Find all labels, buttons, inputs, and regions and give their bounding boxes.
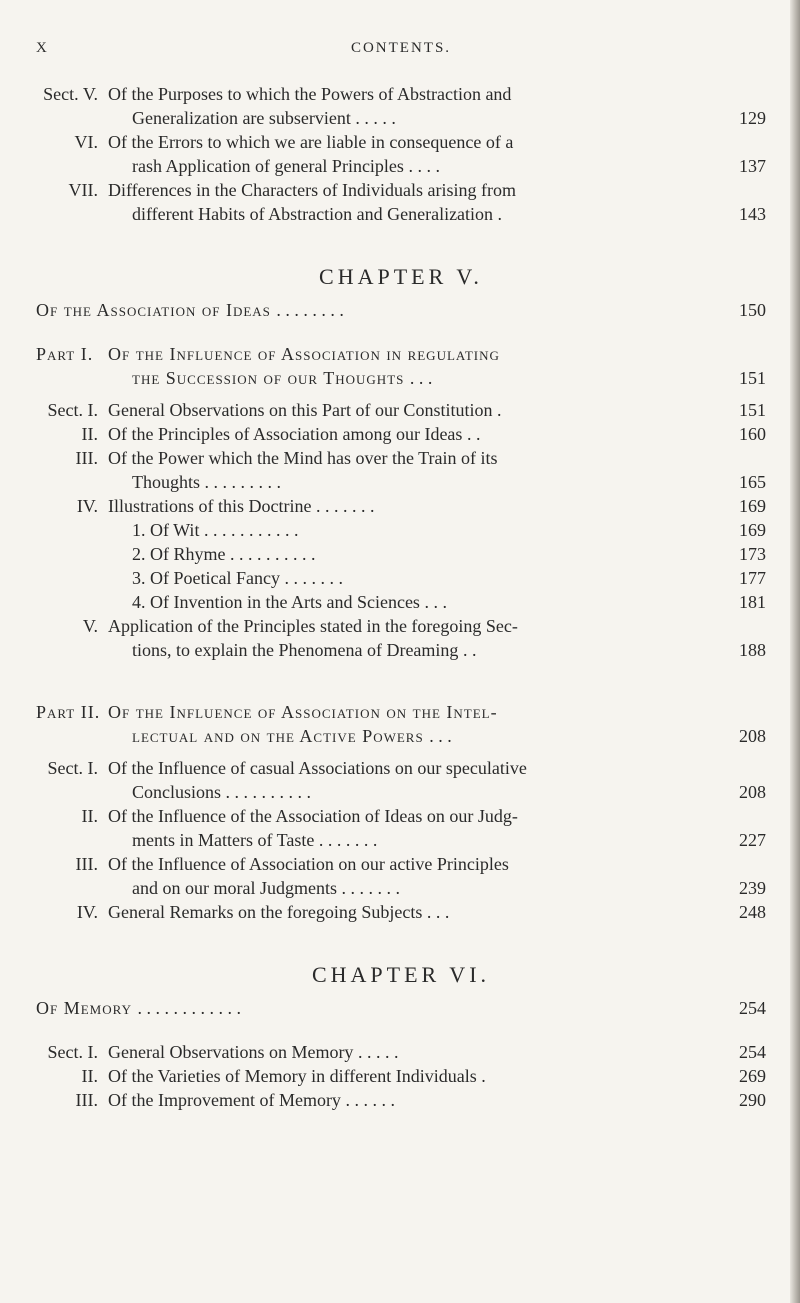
entry-page-number: 208: [739, 782, 766, 802]
entry-title-line: Of the Influence of Association in regulating: [108, 344, 500, 364]
leader-dots: . . . . . . .: [318, 830, 378, 850]
entry-title: [132, 542, 704, 566]
leader-dots: . . . . .: [355, 108, 396, 128]
leader-dots: . . .: [409, 368, 433, 388]
leader-dots: . . . . . . .: [315, 496, 375, 516]
leader-dots: . . . . . . . . . . . .: [137, 998, 241, 1018]
chapter-6-title-entry: [36, 996, 766, 1020]
entry-title-line: General Observations on this Part of our Constitution .: [108, 400, 502, 420]
entry-title-line: Of the Influence of casual Associations on our speculative: [108, 758, 527, 778]
entry-title-line: Of the Influence of the Association of Ideas on our Judg-: [108, 806, 518, 826]
entry-label: II.: [81, 806, 98, 826]
leader-dots: . . . . . . . .: [276, 300, 344, 320]
top-sections-list: [36, 82, 766, 226]
entry-title-line: Of the Influence of Association on our active Principles: [108, 854, 509, 874]
chapter-6-sections-list: [36, 1040, 766, 1112]
entry-title: [108, 422, 704, 446]
toc-entry: [36, 446, 766, 494]
page-number: X: [36, 40, 49, 56]
entry-title-line: Generalization are subservient . . . . .: [132, 108, 396, 128]
leader-dots: . .: [462, 640, 477, 660]
entry-title-line: General Remarks on the foregoing Subjects . . .: [108, 902, 450, 922]
entry-page-number: 181: [739, 592, 766, 612]
toc-entry: [36, 130, 766, 178]
entry-page-number: 269: [739, 1066, 766, 1086]
entry-page-number: 137: [739, 156, 766, 176]
entry-page-number: 248: [739, 902, 766, 922]
toc-entry: [36, 1088, 766, 1112]
leader-dots: .: [481, 1066, 486, 1086]
entry-title: [108, 756, 704, 804]
entry-title-line: Differences in the Characters of Individuals arising from: [108, 180, 517, 200]
entry-title-line: Of the Power which the Mind has over the Train of its: [108, 448, 498, 468]
entry-label: Sect. I.: [47, 400, 98, 420]
entry-title-line: Of the Varieties of Memory in different Individuals .: [108, 1066, 486, 1086]
entry-title: [108, 1064, 704, 1088]
part-2-entry: [36, 700, 766, 748]
part-heading: [36, 342, 766, 390]
entry-title: [108, 178, 704, 226]
entry-title: [108, 398, 704, 422]
entry-title-line: rash Application of general Principles . . . .: [132, 156, 440, 176]
entry-title-line: Of the Errors to which we are liable in consequence of a: [108, 132, 514, 152]
toc-entry: [36, 398, 766, 422]
entry-label: Sect. I.: [47, 1042, 98, 1062]
entry-label: VII.: [68, 180, 98, 200]
entry-page-number: 169: [739, 520, 766, 540]
entry-title: [108, 1040, 704, 1064]
toc-entry: [36, 852, 766, 900]
page-edge-shadow: [790, 0, 800, 1303]
entry-label: VI.: [74, 132, 98, 152]
entry-title: [108, 852, 704, 900]
entry-title-line: Of the Principles of Association among our Ideas . .: [108, 424, 481, 444]
entry-title: [108, 900, 704, 924]
part-heading: [36, 700, 766, 748]
entry-title-line: 4. Of Invention in the Arts and Sciences . . .: [132, 592, 447, 612]
entry-title: [108, 446, 704, 494]
toc-entry: [36, 422, 766, 446]
entry-title-line: Illustrations of this Doctrine . . . . . . .: [108, 496, 375, 516]
entry-page-number: 177: [739, 568, 766, 588]
toc-entry: [36, 614, 766, 662]
toc-entry: [36, 1064, 766, 1088]
entry-label: Part I.: [36, 344, 94, 364]
entry-title-line: Of the Improvement of Memory . . . . . .: [108, 1090, 395, 1110]
leader-dots: . . . . . . . . . . .: [203, 520, 299, 540]
entry-label: III.: [75, 854, 98, 874]
entry-title-line: Thoughts . . . . . . . . .: [132, 472, 282, 492]
entry-title: [108, 1088, 704, 1112]
chapter-6-page: 254: [739, 998, 766, 1018]
leader-dots: . . . . . . .: [284, 568, 343, 588]
entry-title-line: Conclusions . . . . . . . . . .: [132, 782, 312, 802]
part-2-sections-list: [36, 756, 766, 924]
part-1-sections-list: [36, 398, 766, 662]
entry-label: V.: [82, 616, 98, 636]
toc-entry: [36, 542, 766, 566]
entry-title: [108, 130, 704, 178]
leader-dots: . . . . . .: [345, 1090, 395, 1110]
page-title: CONTENTS.: [350, 40, 452, 56]
entry-label: Sect. I.: [47, 758, 98, 778]
contents-page: [36, 40, 766, 1112]
entry-page-number: 239: [739, 878, 766, 898]
entry-page-number: 143: [739, 204, 766, 224]
toc-entry: [36, 82, 766, 130]
entry-title: [132, 590, 704, 614]
leader-dots: . . . . . . .: [341, 878, 400, 898]
entry-title-line: Of the Purposes to which the Powers of Abstraction and: [108, 84, 512, 104]
leader-dots: . . . . .: [357, 1042, 399, 1062]
entry-title-line: lectual and on the Active Powers . . .: [132, 726, 452, 746]
entry-page-number: 165: [739, 472, 766, 492]
chapter-5-title-entry: [36, 298, 766, 322]
toc-entry: [36, 1040, 766, 1064]
entry-title-line: ments in Matters of Taste . . . . . . .: [132, 830, 378, 850]
entry-title: [132, 518, 704, 542]
entry-page-number: 188: [739, 640, 766, 660]
entry-title-line: General Observations on Memory . . . . .: [108, 1042, 399, 1062]
entry-label: II.: [81, 424, 98, 444]
leader-dots: . . . .: [408, 156, 440, 176]
leader-dots: . . . . . . . . . .: [230, 544, 316, 564]
entry-title: [108, 804, 704, 852]
toc-entry: [36, 518, 766, 542]
toc-entry: [36, 566, 766, 590]
chapter-5-title: Of the Association of Ideas: [36, 300, 271, 320]
chapter-6-heading: CHAPTER VI.: [311, 962, 491, 987]
part-1-entry: [36, 342, 766, 390]
entry-title-line: the Succession of our Thoughts . . .: [132, 368, 433, 388]
entry-title-line: 2. Of Rhyme . . . . . . . . . .: [132, 544, 316, 564]
leader-dots: . .: [466, 424, 481, 444]
entry-page-number: 129: [739, 108, 766, 128]
entry-label: III.: [75, 1090, 98, 1110]
toc-entry: [36, 900, 766, 924]
entry-page-number: 254: [739, 1042, 766, 1062]
entry-page-number: 227: [739, 830, 766, 850]
entry-title-line: tions, to explain the Phenomena of Dreaming . .: [132, 640, 477, 660]
entry-page-number: 169: [739, 496, 766, 516]
leader-dots: . . . . . . . . . .: [225, 782, 312, 802]
leader-dots: . . . . . . . . .: [204, 472, 282, 492]
entry-title: [108, 700, 704, 748]
entry-label: IV.: [76, 496, 98, 516]
leader-dots: .: [496, 400, 502, 420]
entry-page-number: 173: [739, 544, 766, 564]
leader-dots: .: [497, 204, 503, 224]
entry-title-line: Of the Influence of Association on the Intel-: [108, 702, 498, 722]
leader-dots: . . .: [429, 726, 452, 746]
toc-entry: [36, 494, 766, 518]
entry-page-number: 160: [739, 424, 766, 444]
toc-entry: [36, 756, 766, 804]
entry-title: [108, 494, 704, 518]
entry-label: Part II.: [36, 702, 101, 722]
entry-title-line: different Habits of Abstraction and Generalization .: [132, 204, 503, 224]
entry-label: IV.: [76, 902, 98, 922]
toc-entry: [36, 590, 766, 614]
entry-title: [108, 342, 704, 390]
toc-entry: [36, 804, 766, 852]
entry-title: [132, 566, 704, 590]
entry-title: [108, 614, 704, 662]
entry-label: Sect. V.: [43, 84, 98, 104]
entry-title-line: 1. Of Wit . . . . . . . . . . .: [132, 520, 299, 540]
toc-entry: [36, 178, 766, 226]
entry-label: III.: [75, 448, 98, 468]
entry-title: [108, 82, 704, 130]
chapter-5-heading: CHAPTER V.: [319, 264, 483, 289]
chapter-6-title: Of Memory: [36, 998, 132, 1018]
entry-title-line: Application of the Principles stated in the foregoing Sec-: [108, 616, 518, 636]
entry-page-number: 151: [739, 400, 766, 420]
leader-dots: . . .: [426, 902, 450, 922]
entry-page-number: 290: [739, 1090, 766, 1110]
entry-page-number: 208: [739, 726, 766, 746]
entry-title-line: and on our moral Judgments . . . . . . .: [132, 878, 400, 898]
chapter-5-page: 150: [739, 300, 766, 320]
running-head: [36, 40, 766, 74]
entry-page-number: 151: [739, 368, 766, 388]
entry-label: II.: [81, 1066, 98, 1086]
leader-dots: . . .: [424, 592, 447, 612]
entry-title-line: 3. Of Poetical Fancy . . . . . . .: [132, 568, 343, 588]
